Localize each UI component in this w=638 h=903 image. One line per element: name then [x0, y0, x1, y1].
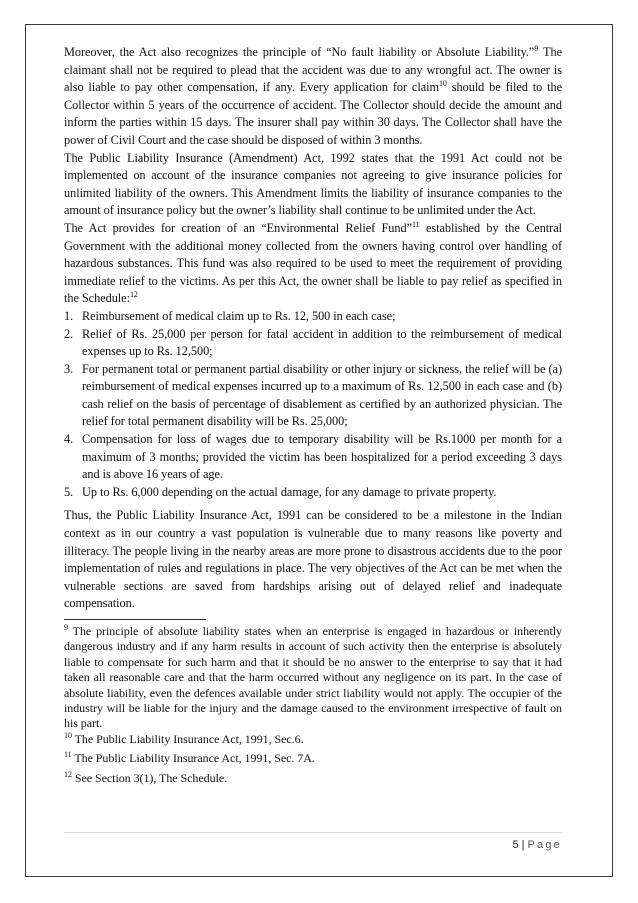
footnote-11: $^{11}$ The Public Liability Insurance Act, 1991, Sec. 7A.: [64, 750, 315, 766]
footnote-9: $^9$ The principle of absolute liability states when an enterprise is engaged in hazardous or inherently dangerous industry and if any harm results in account of such activity then the enterprise is absolutely liable to compensate for such harm and that it should be no answer to the enterprise to say that it had taken all reasonable care and that the harm occurred without any negligence on its part. In the case of absolute liability, even the defences available under strict liability would not apply. The occupier of the industry will be liable for the injury and the damage caused to the environment irrespective of fault on his part.: [64, 623, 562, 731]
footnote-divider: [64, 619, 206, 620]
paragraph-relief-fund: The Act provides for creation of an “Environmental Relief Fund”$^{11}$ established by the Central Government with the additional money collected from the owners having control over handling of hazardous substances. This fund was also required to be used to meet the requirement of providing immediate relief to the victims. As per this Act, the owner shall be liable to pay relief as specified in the Schedule:$^{12}$: [64, 219, 562, 306]
page-footer: [64, 832, 562, 851]
page-label: Page: [527, 839, 562, 851]
paragraph-no-fault-liability: Moreover, the Act also recognizes the principle of “No fault liability or Absolute Liability.”$^9$ The claimant shall not be required to plead that the accident was due to any wrongful act. The owner is also liable to pay other compensation, if any. Every application for claim$^{10}$ should be filed to the Collector within 5 years of the occurrence of accident. The Collector should decide the amount and inform the parties within 15 days. The insurer shall pay within 30 days. The Collector shall have the power of Civil Court and the case should be disposed of within 3 months.: [64, 43, 562, 147]
footer-separator: |: [521, 839, 525, 851]
footnote-ref-10: 10: [438, 79, 447, 89]
list-item: 4. Compensation for loss of wages due to temporary disability will be Rs.1000 per month for a maximum of 3 months; provided the victim has been hospitalized for a period exceeding 3 days and is above 16 years of age.: [64, 432, 562, 482]
footnote-ref-11: 11: [412, 219, 420, 229]
list-item: 5. Up to Rs. 6,000 depending on the actual damage, for any damage to private property.: [64, 484, 497, 499]
footnotes: [64, 624, 562, 786]
footnote-ref-12: 12: [129, 290, 138, 300]
list-item: 3. For permanent total or permanent partial disability or other injury or sickness, the relief will be (a) reimbursement of medical expenses incurred up to a maximum of Rs. 12,500 in each case and (b) cash relief on the basis of percentage of disablement as certified by an authorized physician. The relief for total permanent disability will be Rs. 25,000;: [64, 361, 562, 429]
paragraph-amendment-act: The Public Liability Insurance (Amendment) Act, 1992 states that the 1991 Act could not be implemented on account of the insurance companies not agreeing to give insurance policies for unlimited liability of the owners. This Amendment limits the liability of insurance companies to the amount of insurance policy but the owner’s liability shall continue to be unlimited under the Act.: [64, 150, 562, 218]
document-body: [64, 44, 562, 786]
relief-schedule-list: [64, 308, 562, 502]
paragraph-conclusion: Thus, the Public Liability Insurance Act, 1991 can be considered to be a milestone in the Indian context as in our country a vast population is vulnerable due to many reasons like poverty and illiteracy. The people living in the nearby areas are more prone to disastrous accidents due to the poor implementation of rules and regulations in place. The very objectives of the Act can be met when the vulnerable sections are saved from hardships arising out of delayed relief and inadequate compensation.: [64, 508, 562, 611]
list-item: 2. Relief of Rs. 25,000 per person for fatal accident in addition to the reimbursement of medical expenses up to Rs. 12,500;: [64, 326, 562, 359]
footnote-10: $^{10}$ The Public Liability Insurance Act, 1991, Sec.6.: [64, 730, 304, 746]
footnote-ref-9: 9: [534, 43, 539, 53]
list-item: 1. Reimbursement of medical claim up to Rs. 12, 500 in each case;: [64, 308, 396, 323]
page-number: 5: [512, 839, 519, 851]
footnote-12: $^{12}$ See Section 3(1), The Schedule.: [64, 769, 228, 785]
